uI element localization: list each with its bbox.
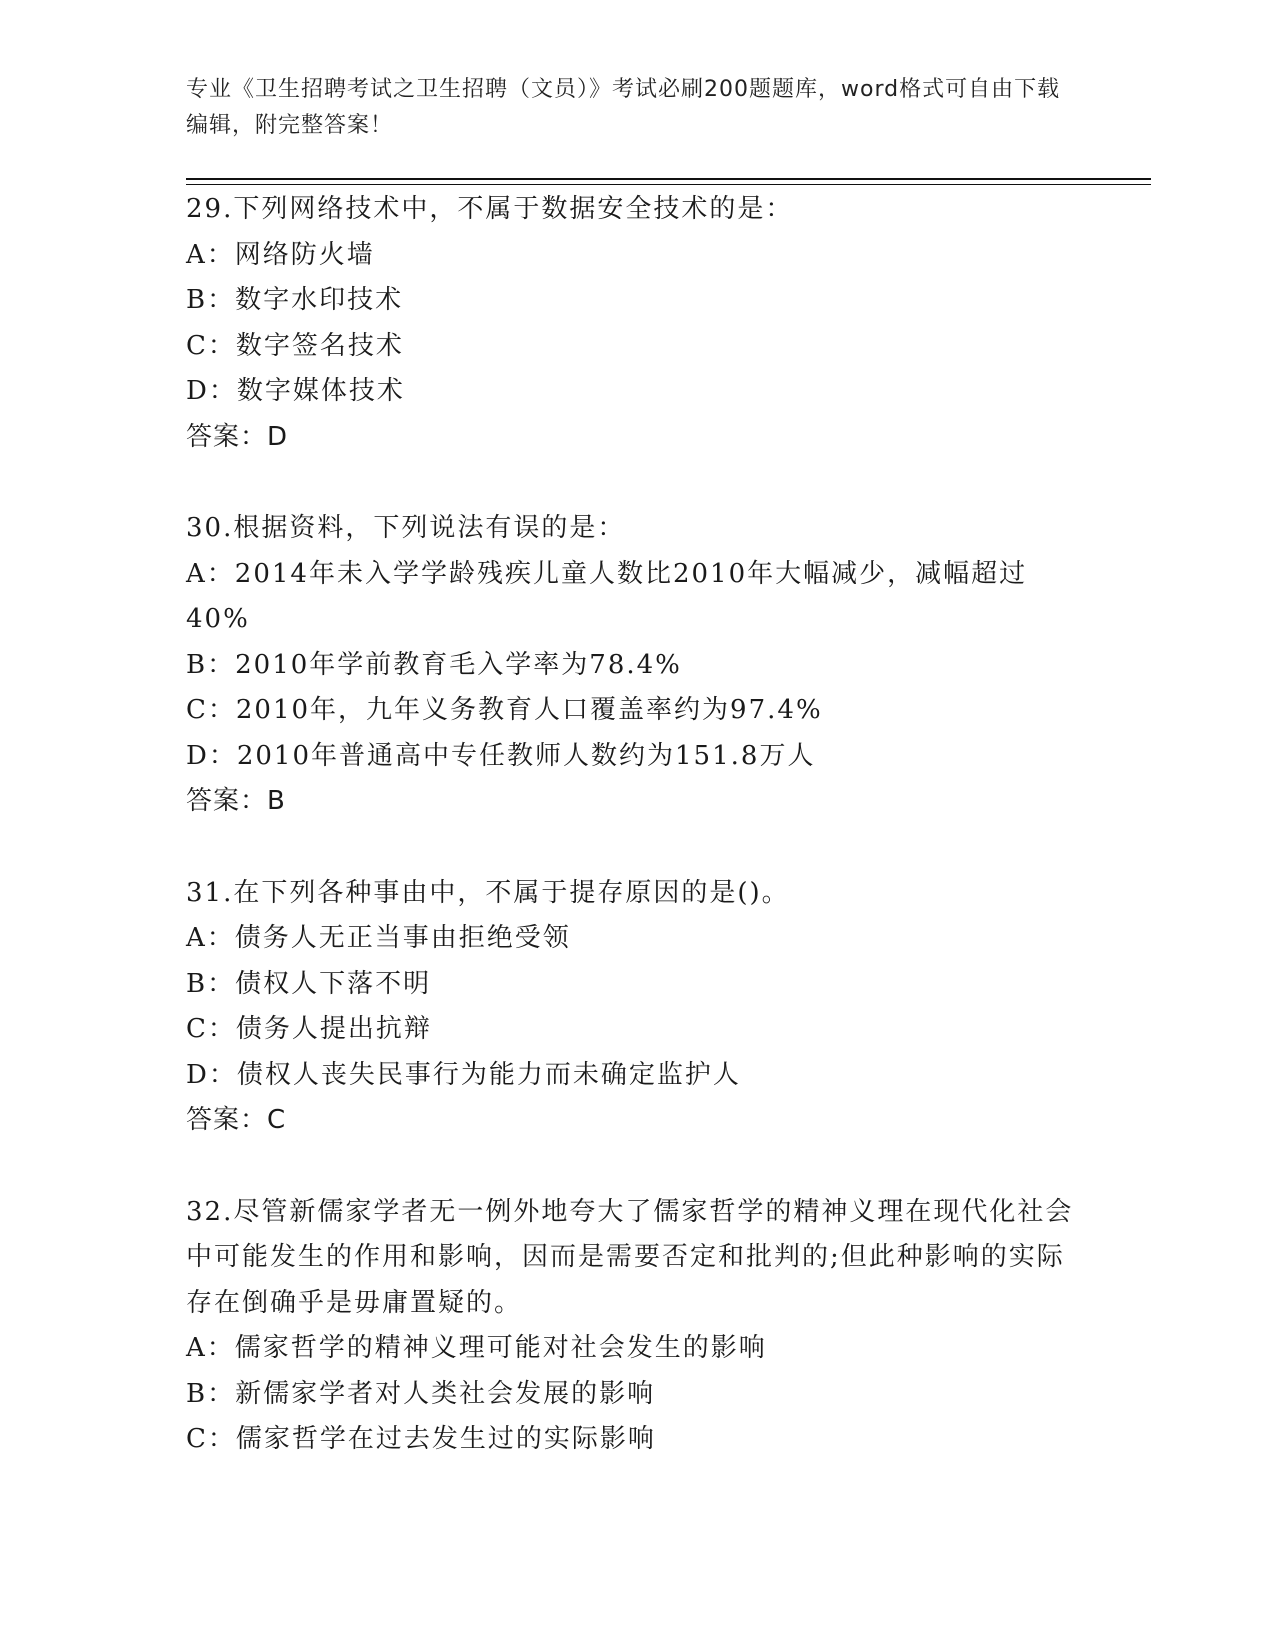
option-a: A：债务人无正当事由拒绝受领 bbox=[186, 923, 571, 953]
answer: 答案：D bbox=[186, 421, 289, 452]
question-31 bbox=[186, 871, 1086, 1144]
answer: 答案：B bbox=[186, 786, 286, 816]
question-stem: 32.尽管新儒家学者无一例外地夸大了儒家哲学的精神义理在现代化社会中可能发生的作用和影响，因而是需要否定和批判的;但此种影响的实际存在倒确乎是毋庸置疑的。 bbox=[186, 1196, 1074, 1318]
question-stem: 29.下列网络技术中，不属于数据安全技术的是： bbox=[186, 194, 794, 224]
header-divider-thin bbox=[186, 184, 1151, 185]
question-32 bbox=[186, 1190, 1086, 1463]
option-b: B：债权人下落不明 bbox=[186, 968, 432, 999]
option-a: A：网络防火墙 bbox=[186, 239, 375, 270]
option-b: B：数字水印技术 bbox=[186, 285, 404, 315]
option-b: B：新儒家学者对人类社会发展的影响 bbox=[186, 1378, 656, 1409]
option-c: C：儒家哲学在过去发生过的实际影响 bbox=[186, 1424, 656, 1454]
question-list bbox=[186, 187, 1086, 1509]
answer: 答案：C bbox=[186, 1105, 287, 1135]
option-d: D：债权人丧失民事行为能力而未确定监护人 bbox=[186, 1059, 741, 1090]
question-30 bbox=[186, 506, 1086, 825]
option-d: D：数字媒体技术 bbox=[186, 376, 405, 406]
option-a: A：儒家哲学的精神义理可能对社会发生的影响 bbox=[186, 1333, 767, 1363]
option-a: A：2014年未入学学龄残疾儿童人数比2010年大幅减少，减幅超过40% bbox=[186, 558, 1028, 634]
option-c: C：2010年，九年义务教育人口覆盖率约为97.4% bbox=[186, 695, 823, 725]
document-header: 专业《卫生招聘考试之卫生招聘（文员）》考试必刷200题题库，word格式可自由下载编辑，附完整答案！ bbox=[186, 77, 1061, 138]
option-b: B：2010年学前教育毛入学率为78.4% bbox=[186, 649, 682, 680]
option-c: C：债务人提出抗辩 bbox=[186, 1014, 432, 1044]
question-29 bbox=[186, 187, 1086, 460]
option-c: C：数字签名技术 bbox=[186, 330, 404, 361]
question-stem: 30.根据资料，下列说法有误的是： bbox=[186, 513, 626, 543]
option-d: D：2010年普通高中专任教师人数约为151.8万人 bbox=[186, 740, 816, 771]
question-stem: 31.在下列各种事由中，不属于提存原因的是()。 bbox=[186, 877, 790, 908]
header-divider-thick bbox=[186, 178, 1151, 180]
